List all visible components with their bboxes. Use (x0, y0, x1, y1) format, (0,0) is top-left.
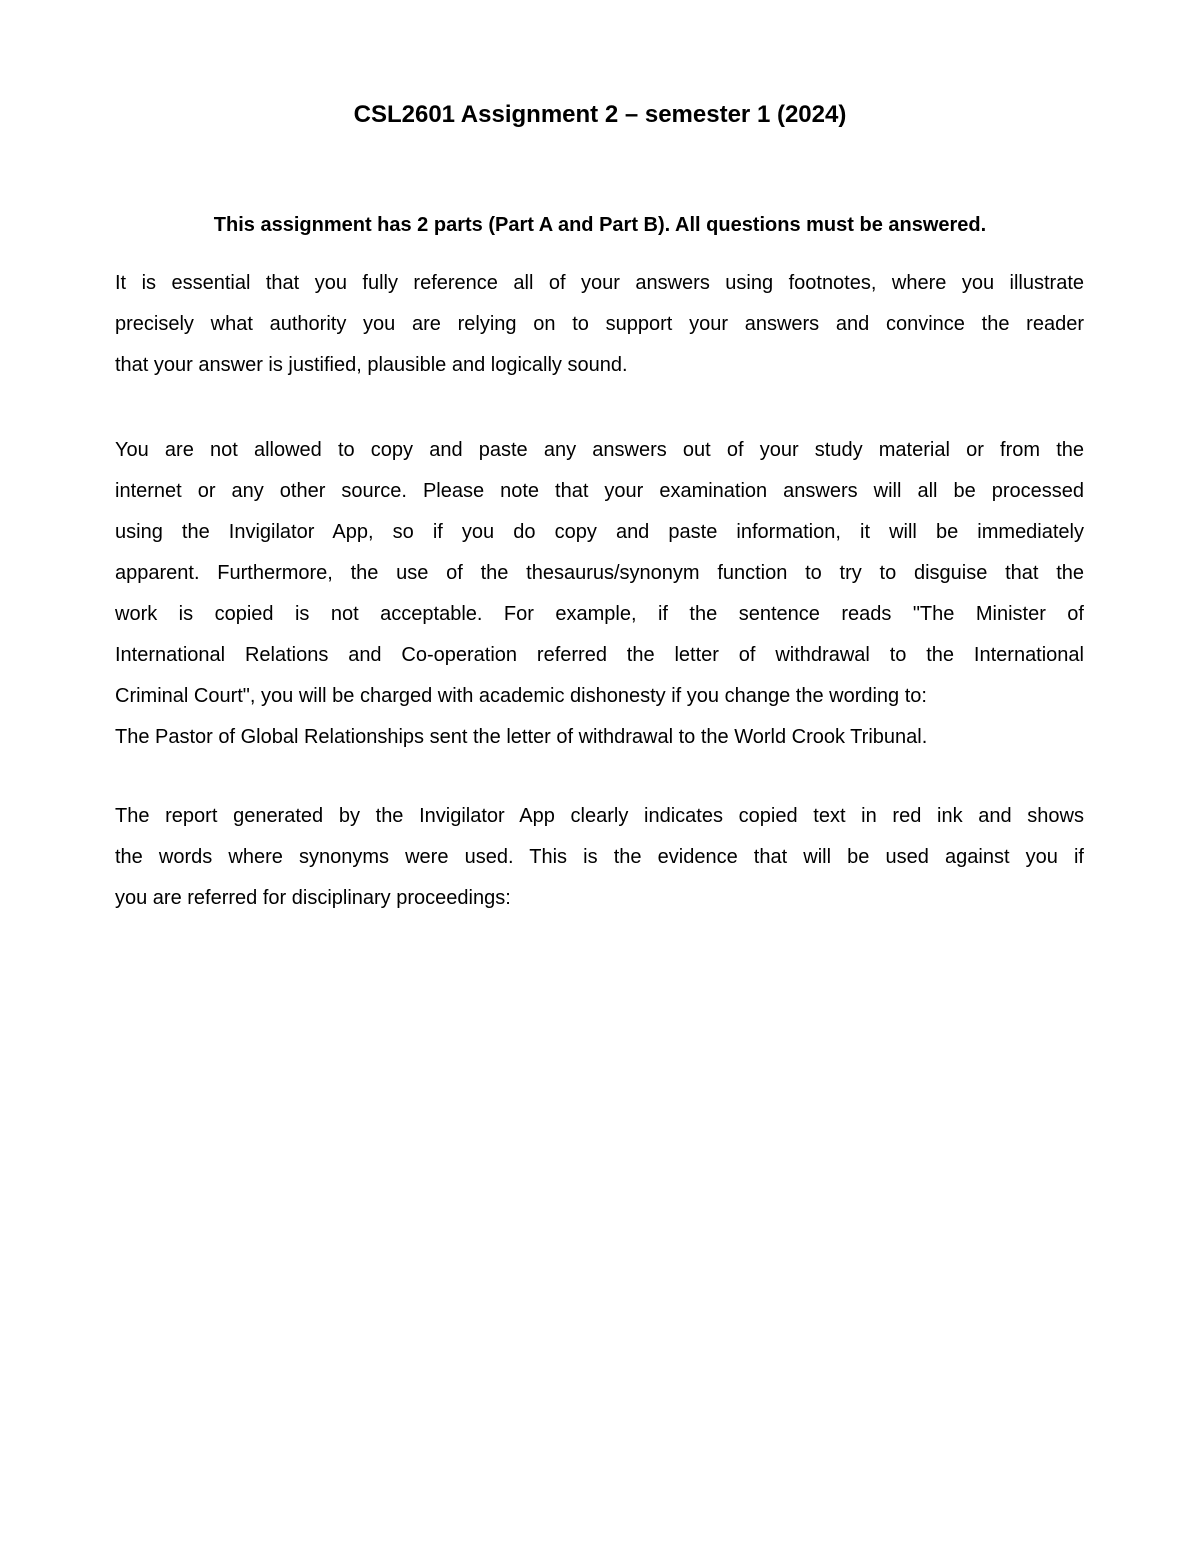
paragraph-line: that your answer is justified, plausible and logically sound. (115, 354, 628, 376)
paragraph-line: internet or any other source. Please note that your examination answers will all be processed (115, 480, 1084, 502)
paragraph-line: The report generated by the Invigilator App clearly indicates copied text in red ink and shows (115, 805, 1084, 827)
paragraph-line: precisely what authority you are relying on to support your answers and convince the reader (115, 313, 1084, 335)
paragraph-line: Criminal Court", you will be charged with academic dishonesty if you change the wording to: (115, 685, 927, 707)
plagiarism-paragraph (115, 430, 1084, 758)
assignment-parts-notice: This assignment has 2 parts (Part A and Part B). All questions must be answered. (213, 214, 987, 236)
paragraph-line: The Pastor of Global Relationships sent the letter of withdrawal to the World Crook Tribunal. (115, 726, 928, 748)
paragraph-line: you are referred for disciplinary proceedings: (115, 887, 511, 909)
paragraph-line: It is essential that you fully reference all of your answers using footnotes, where you illustrate (115, 272, 1084, 294)
paragraph-line: International Relations and Co-operation referred the letter of withdrawal to the International (115, 644, 1084, 666)
referencing-paragraph (115, 263, 1084, 386)
paragraph-line: using the Invigilator App, so if you do copy and paste information, it will be immediately (115, 521, 1084, 543)
paragraph-line: You are not allowed to copy and paste any answers out of your study material or from the (115, 439, 1084, 461)
invigilator-report-paragraph (115, 796, 1084, 919)
paragraph-line: apparent. Furthermore, the use of the thesaurus/synonym function to try to disguise that the (115, 562, 1084, 584)
paragraph-line: the words where synonyms were used. This is the evidence that will be used against you if (115, 846, 1084, 868)
paragraph-line: work is copied is not acceptable. For example, if the sentence reads "The Minister of (115, 603, 1084, 625)
document-title: CSL2601 Assignment 2 – semester 1 (2024) (353, 101, 847, 128)
